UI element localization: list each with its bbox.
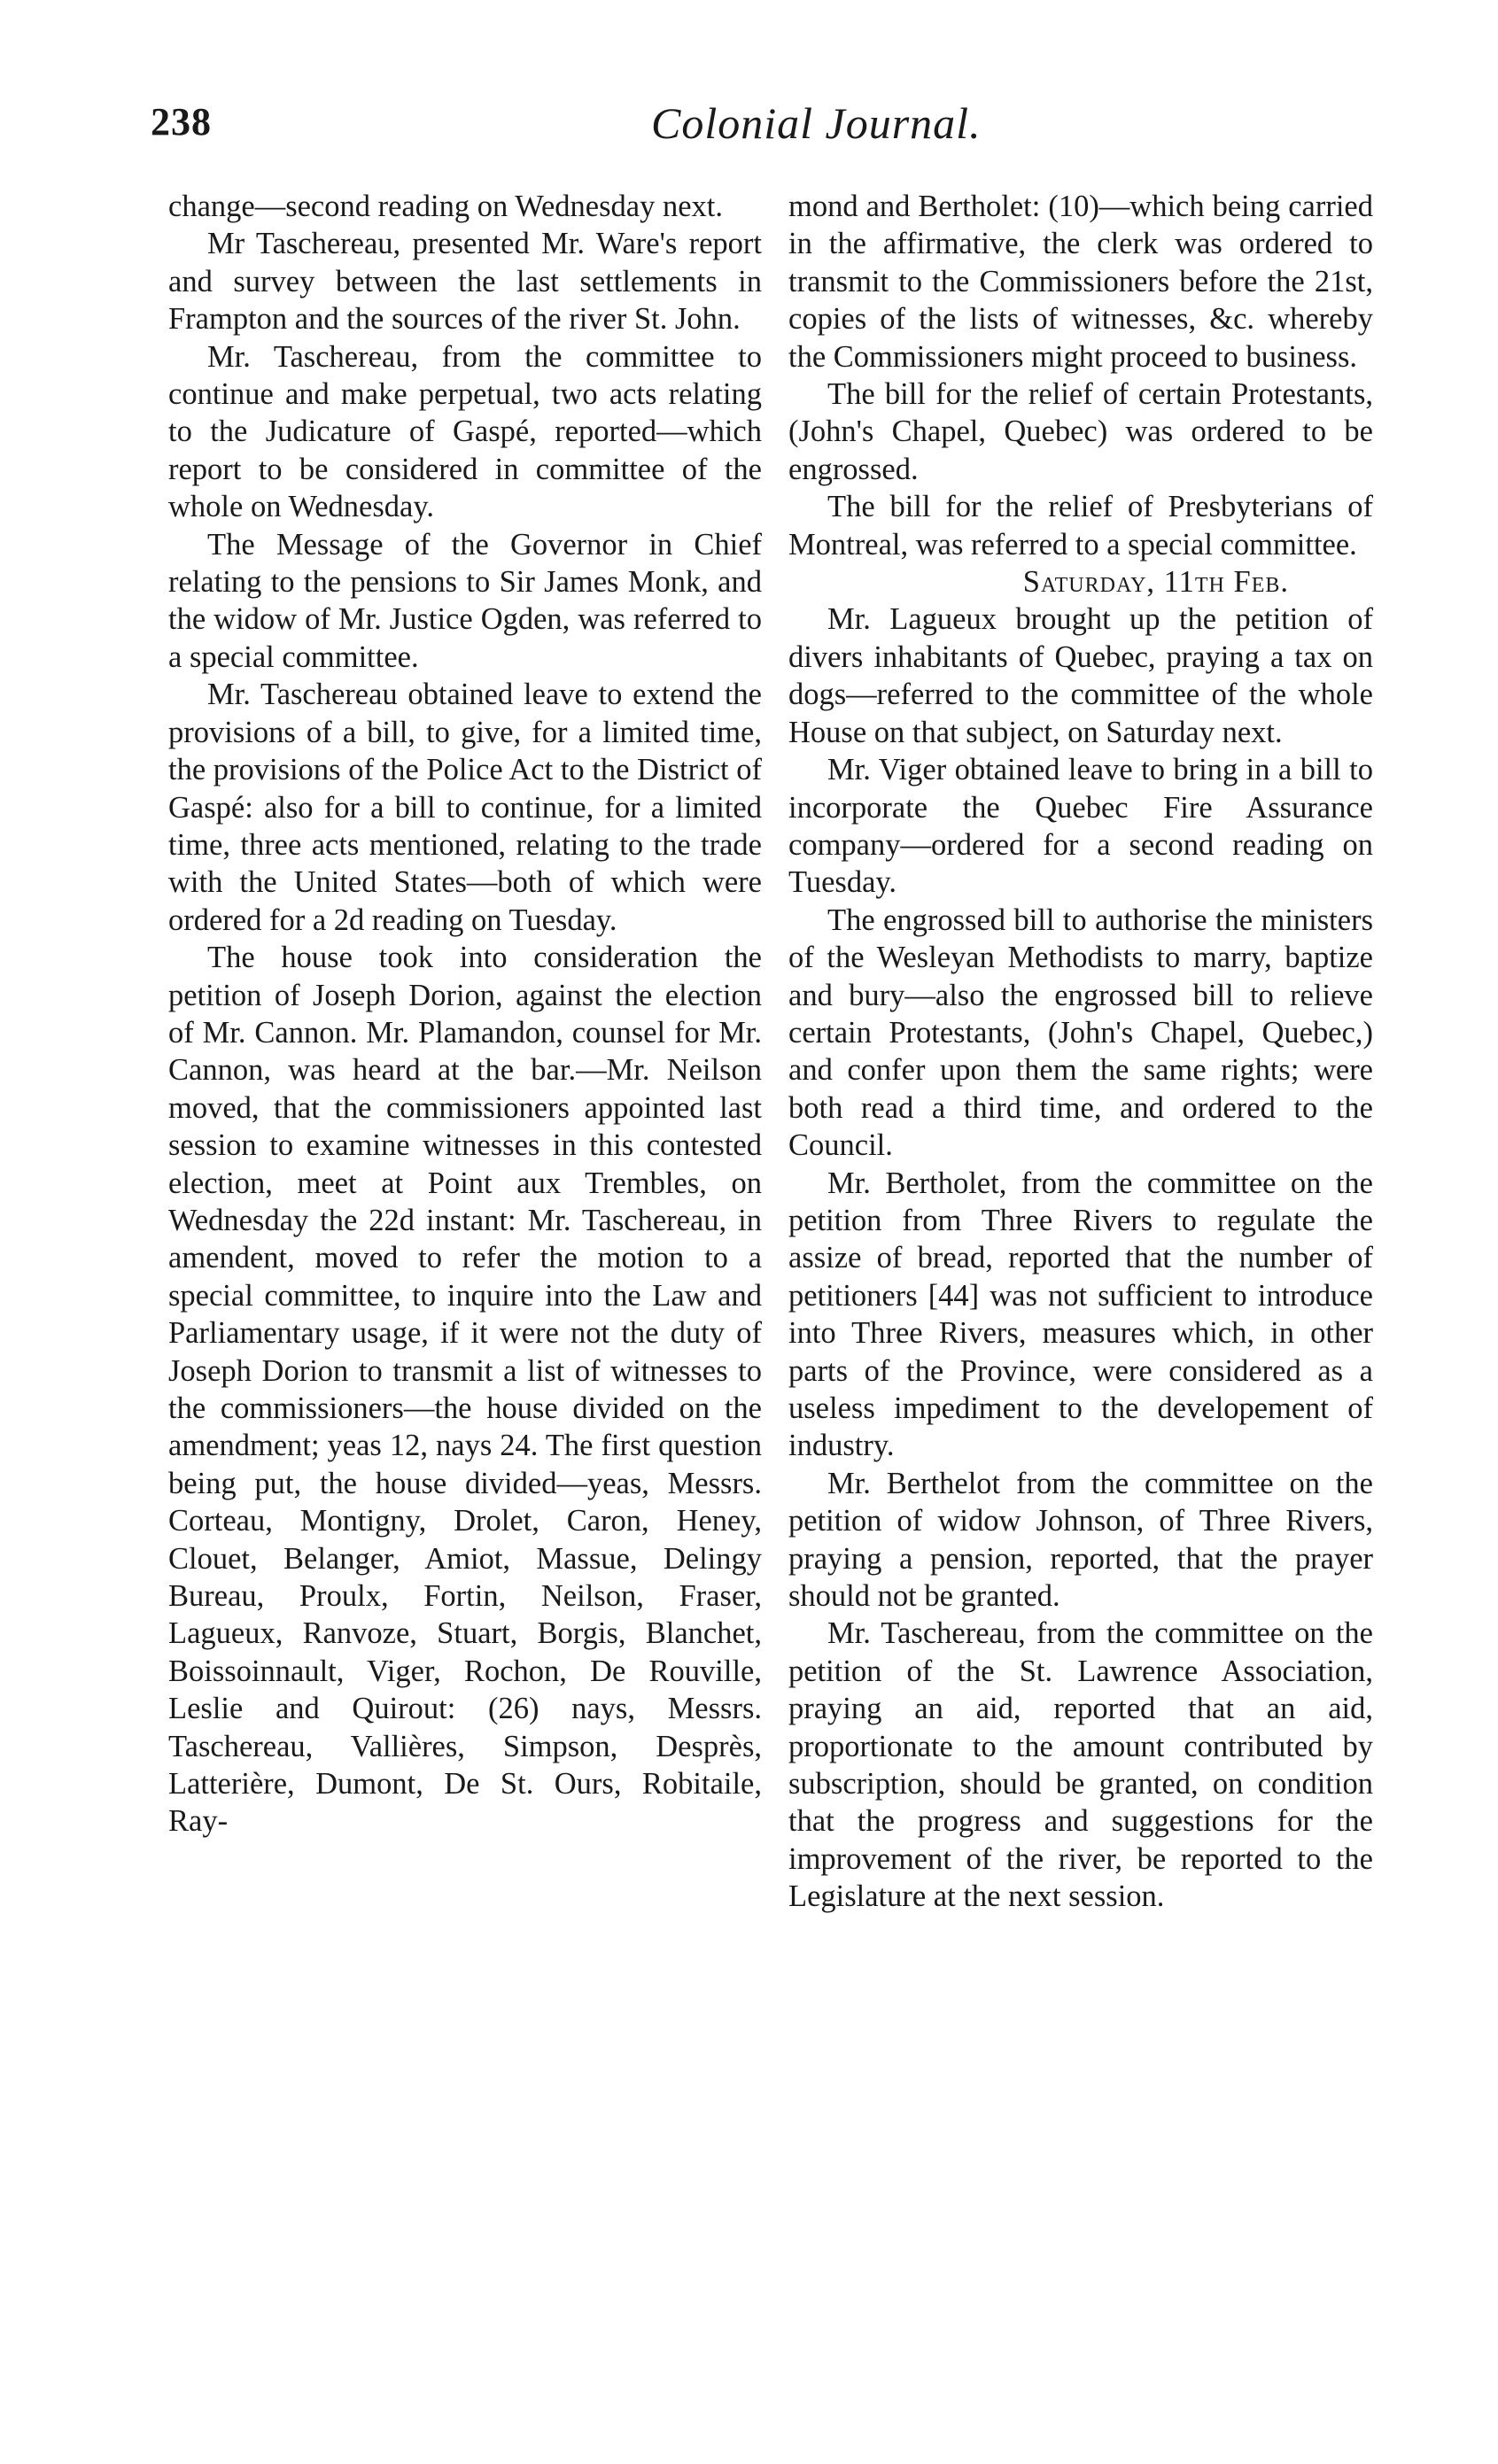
paragraph: Mr. Bertholet, from the committee on the petition from Three Rivers to regulate the assize of bread, reported that the number of petitioners [44] was not sufficient to introduce into Three Rivers, measures which, in other parts of the Province, were considered as a useless impediment to the developement of industry. [788,1166,1373,1463]
right-column [788,188,1373,1916]
paragraph: The Message of the Governor in Chief relating to the pensions to Sir James Monk, and the widow of Mr. Justice Ogden, was referred to a special committee. [168,527,762,674]
paragraph: Mr. Taschereau, from the committee to continue and make perpetual, two acts relating to the Judicature of Gaspé, reported—which report to be considered in committee of the whole on Wednesday. [168,339,762,524]
paragraph: The bill for the relief of Presbyterians of Montreal, was referred to a special committee. [788,490,1373,562]
paragraph: change—second reading on Wednesday next. [168,190,724,223]
paragraph: Mr Taschereau, presented Mr. Ware's report and survey between the last settlements in Frampton and the sources of the river St. John. [168,227,762,337]
paragraph: Mr. Taschereau, from the committee on the petition of the St. Lawrence Association, praying an aid, reported that an aid, proportionate to the amount contributed by subscription, should be granted, on condition that the progress and suggestions for the improvement of the river, be reported to the Legislature at the next session. [788,1616,1373,1914]
paragraph: The engrossed bill to authorise the ministers of the Wesleyan Methodists to marry, baptize and bury—also the engrossed bill to relieve certain Protestants, (John's Chapel, Quebec,) and confer upon them the same rights; were both read a third time, and ordered to the Council. [788,903,1373,1163]
paragraph: mond and Bertholet: (10)—which being carried in the affirmative, the clerk was ordered to transmit to the Commissioners before the 21st, copies of the lists of witnesses, &c. whereby the Commissioners might proceed to business. [788,190,1373,374]
paragraph: Mr. Viger obtained leave to bring in a bill to incorporate the Quebec Fire Assurance company—ordered for a second reading on Tuesday. [788,753,1373,900]
paragraph: Mr. Berthelot from the committee on the petition of widow Johnson, of Three Rivers, praying a pension, reported, that the prayer should not be granted. [788,1466,1373,1614]
running-title: Colonial Journal. [651,98,982,148]
paragraph: Mr. Taschereau obtained leave to extend the provisions of a bill, to give, for a limited time, the provisions of the Police Act to the District of Gaspé: also for a bill to continue, for a limited time, three acts mentioned, relating to the trade with the United States—both of which were ordered for a 2d reading on Tuesday. [168,678,762,937]
left-column [168,188,762,1840]
paragraph: Mr. Lagueux brought up the petition of divers inhabitants of Quebec, praying a tax on dogs—referred to the committee of the whole House on that subject, on Saturday next. [788,602,1373,749]
paragraph: The bill for the relief of certain Protestants, (John's Chapel, Quebec) was ordered to be engrossed. [788,377,1373,486]
paragraph: The house took into consideration the petition of Joseph Dorion, against the election of Mr. Cannon. Mr. Plamandon, counsel for Mr. Cannon, was heard at the bar.—Mr. Neilson moved, that the commissioners appointed last session to examine witnesses in this contested election, meet at Point aux Trembles, on Wednesday the 22d instant: Mr. Taschereau, in amendent, moved to refer the motion to a special committee, to inquire into the Law and Parliamentary usage, if it were not the duty of Joseph Dorion to transmit a list of witnesses to the commissioners—the house divided on the amendment; yeas 12, nays 24. The first question being put, the house divided—yeas, Messrs. Corteau, Montigny, Drolet, Caron, Heney, Clouet, Belanger, Amiot, Massue, Delingy Bureau, Proulx, Fortin, Neilson, Fraser, Lagueux, Ranvoze, Stuart, Borgis, Blanchet, Boissoinnault, Viger, Rochon, De Rouville, Leslie and Quirout: (26) nays, Messrs. Taschereau, Vallières, Simpson, Desprès, Latterière, Dumont, De St. Ours, Robitaile, Ray- [168,941,762,1839]
page-number: 238 [151,100,212,143]
date-heading: Saturday, 11th Feb. [1022,565,1289,600]
